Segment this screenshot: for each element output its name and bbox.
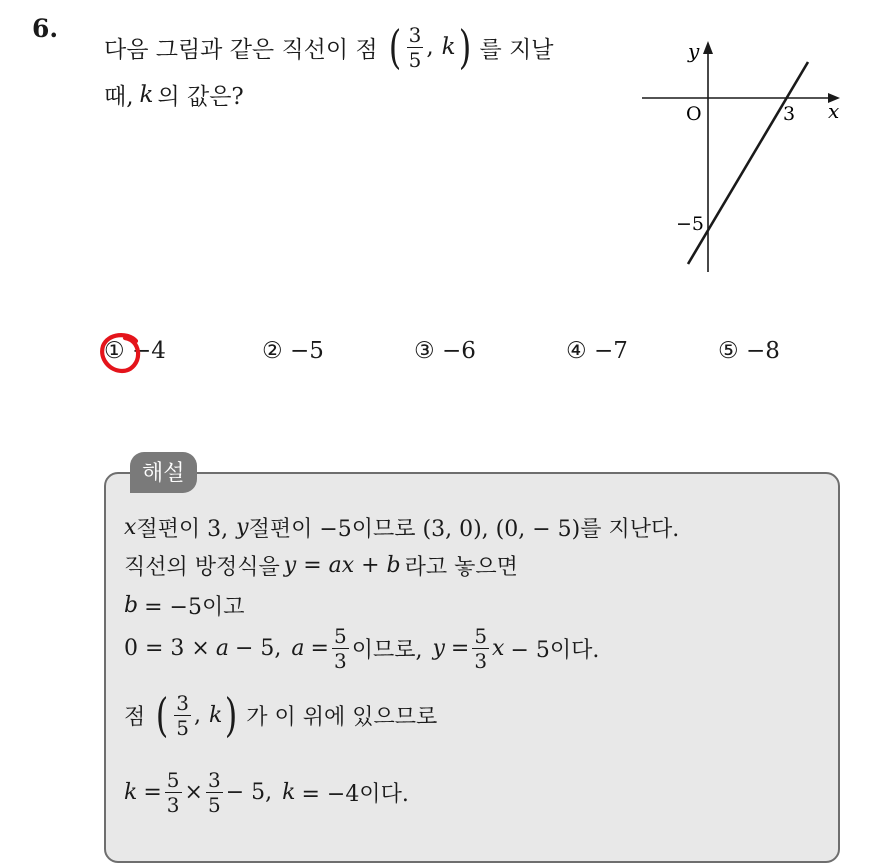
math-y: y [236, 515, 249, 540]
choice-2[interactable] [262, 338, 324, 364]
solution-line-4 [124, 626, 599, 671]
choice-marker: ① [104, 338, 125, 364]
graph-line [688, 62, 808, 264]
solution-text: 이므로, [351, 638, 423, 663]
question-k: k [139, 81, 154, 108]
question-text-tail: 를 지날 [479, 36, 554, 63]
equals-sign: = [143, 780, 162, 805]
solution-text: 점 [124, 704, 146, 730]
math-k: k [208, 702, 223, 728]
choice-marker: ② [262, 338, 283, 364]
solution-text: = −5이고 [144, 595, 245, 620]
solution-tag: 해설 [130, 452, 197, 493]
y-axis-label: y [688, 39, 700, 63]
choice-value: −8 [745, 338, 780, 364]
point-x-fraction [407, 22, 424, 72]
choice-3[interactable] [414, 338, 476, 364]
question-line-1 [104, 20, 554, 74]
fraction-denominator: 3 [474, 649, 488, 673]
fraction-numerator: 3 [176, 690, 189, 715]
choice-value: −5 [289, 338, 324, 364]
fraction-denominator: 5 [408, 47, 422, 72]
solution-line-2 [124, 550, 518, 581]
times-sign: × [184, 780, 203, 805]
solution-line-1 [124, 512, 679, 543]
fraction-denominator: 5 [176, 715, 189, 740]
question-text: 다음 그림과 같은 직선이 점 [104, 36, 378, 63]
x-axis-label: x [828, 99, 840, 123]
x-intercept-label: 3 [783, 103, 796, 125]
solution-line-6 [124, 770, 409, 815]
fraction-numerator: 3 [207, 768, 221, 792]
point-separator: , [426, 34, 434, 60]
choice-5[interactable] [718, 338, 780, 364]
solution-text: 0 = 3 × [124, 636, 210, 661]
solution-text: = −4이다. [301, 782, 409, 807]
choice-marker: ④ [566, 338, 587, 364]
fraction-denominator: 3 [333, 649, 347, 673]
solution-text: − 5이다. [510, 638, 600, 663]
math-b: b [124, 593, 139, 618]
question-line2-tail: 의 값은? [157, 84, 244, 110]
fraction [165, 770, 182, 815]
math-a: a [291, 636, 305, 661]
fraction [206, 770, 223, 815]
fraction-numerator: 5 [333, 624, 347, 648]
math-x: x [124, 515, 137, 540]
solution-text: 가 이 위에 있으므로 [246, 704, 438, 730]
choice-value: −7 [593, 338, 628, 364]
right-paren: ) [224, 688, 238, 742]
equation: y = ax + b [283, 553, 401, 578]
solution-text: − 5, [234, 636, 282, 661]
line-graph [636, 36, 856, 286]
equals-sign: = [310, 636, 329, 661]
answer-choices [104, 338, 804, 372]
y-intercept-label: −5 [676, 213, 705, 235]
point-k: k [441, 34, 456, 60]
selection-circle-icon [98, 331, 146, 377]
solution-text: 라고 놓으면 [404, 555, 518, 580]
math-x: x [492, 636, 505, 661]
origin-label: O [686, 103, 702, 125]
y-axis-arrow [703, 41, 713, 54]
choice-marker: ③ [414, 338, 435, 364]
fraction [174, 690, 191, 740]
solution-text: − 5, [225, 780, 273, 805]
choice-value: −4 [131, 338, 166, 364]
choice-1[interactable] [104, 338, 166, 364]
point-separator: , [193, 702, 201, 728]
solution-line-3 [124, 590, 244, 621]
left-paren: ( [388, 20, 401, 74]
fraction-denominator: 5 [207, 793, 221, 817]
math-k: k [124, 780, 138, 805]
choice-4[interactable] [566, 338, 628, 364]
math-a: a [215, 636, 229, 661]
question-line-2 [104, 78, 244, 111]
fraction-numerator: 5 [166, 768, 180, 792]
right-paren: ) [458, 20, 471, 74]
fraction-numerator: 3 [408, 22, 422, 47]
choice-value: −6 [441, 338, 476, 364]
fraction [472, 626, 489, 671]
fraction [332, 626, 349, 671]
solution-text: 직선의 방정식을 [124, 555, 280, 580]
equals-sign: = [450, 636, 470, 661]
math-k: k [282, 780, 296, 805]
solution-line-5 [124, 688, 438, 742]
choice-marker: ⑤ [718, 338, 739, 364]
solution-text: 절편이 −5이므로 (3, 0), (0, − 5)를 지난다. [248, 517, 680, 542]
question-line2-lead: 때, [104, 84, 134, 110]
math-y: y [432, 636, 445, 661]
fraction-numerator: 5 [474, 624, 488, 648]
left-paren: ( [155, 688, 169, 742]
solution-text: 절편이 3, [136, 517, 229, 542]
question-number: 6. [32, 14, 59, 43]
fraction-denominator: 3 [166, 793, 180, 817]
